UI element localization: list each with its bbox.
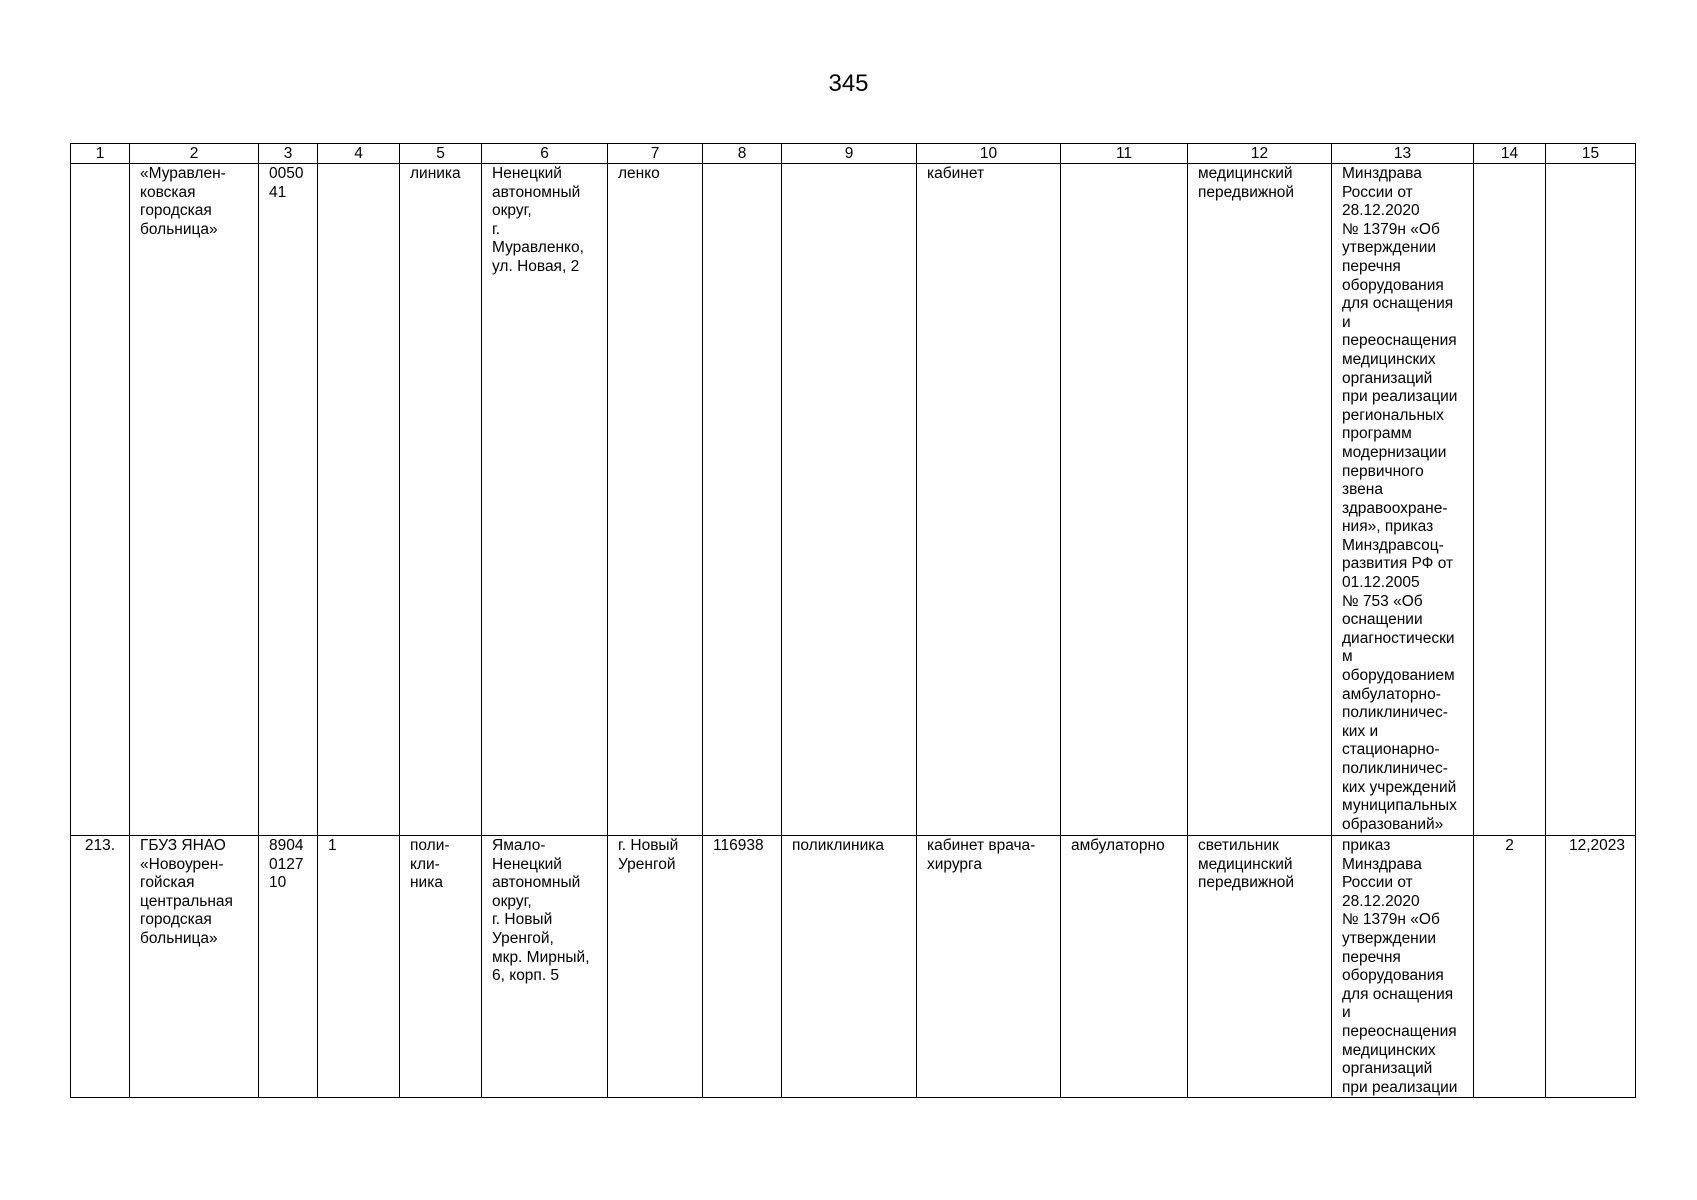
- cell-regulation: Минздрава России от 28.12.2020 № 1379н «Об утверждении перечня оборудования для оснащения и переоснащения медицинских организаций при реализации региональных программ модернизации первичного звена здравоохране- ния», приказ Минздравсоц- развития РФ от 01.12.2005 № 753 «Об оснащении диагностически м оборудованием амбулаторно- поликлиничес- ких и стационарно- поликлиничес- ких учреждений муниципальных образований»: [1332, 164, 1474, 836]
- cell-quantity: 2: [1474, 836, 1546, 1098]
- column-header-5: 5: [400, 144, 482, 164]
- column-header-2: 2: [130, 144, 259, 164]
- cell-city: ленко: [608, 164, 703, 836]
- column-header-10: 10: [917, 144, 1061, 164]
- column-header-4: 4: [318, 144, 400, 164]
- cell-date: [1546, 164, 1636, 836]
- cell-unit-type: поли- кли- ника: [400, 836, 482, 1098]
- cell-quantity: [1474, 164, 1546, 836]
- cell-col4: [318, 164, 400, 836]
- column-header-9: 9: [782, 144, 917, 164]
- cell-date: 12,2023: [1546, 836, 1636, 1098]
- cell-department: поликлиника: [782, 836, 917, 1098]
- column-header-3: 3: [259, 144, 318, 164]
- cell-col8: [703, 164, 782, 836]
- cell-code: 8904 0127 10: [259, 836, 318, 1098]
- cell-care-type: [1061, 164, 1188, 836]
- cell-room: кабинет: [917, 164, 1061, 836]
- column-header-1: 1: [71, 144, 130, 164]
- column-header-7: 7: [608, 144, 703, 164]
- cell-code: 0050 41: [259, 164, 318, 836]
- cell-organization: «Муравлен- ковская городская больница»: [130, 164, 259, 836]
- cell-organization: ГБУЗ ЯНАО «Новоурен- гойская центральная городская больница»: [130, 836, 259, 1098]
- column-header-14: 14: [1474, 144, 1546, 164]
- cell-care-type: амбулаторно: [1061, 836, 1188, 1098]
- column-header-11: 11: [1061, 144, 1188, 164]
- cell-col8: 116938: [703, 836, 782, 1098]
- column-header-8: 8: [703, 144, 782, 164]
- cell-col4: 1: [318, 836, 400, 1098]
- equipment-table: [70, 143, 1636, 1098]
- column-header-15: 15: [1546, 144, 1636, 164]
- cell-address: Ненецкий автономный округ, г. Муравленко, ул. Новая, 2: [482, 164, 608, 836]
- cell-room: кабинет врача- хирурга: [917, 836, 1061, 1098]
- cell-address: Ямало- Ненецкий автономный округ, г. Новый Уренгой, мкр. Мирный, 6, корп. 5: [482, 836, 608, 1098]
- page-number: 345: [828, 70, 869, 97]
- cell-equipment: светильник медицинский передвижной: [1188, 836, 1332, 1098]
- cell-department: [782, 164, 917, 836]
- table-row: [71, 164, 1636, 836]
- cell-equipment: медицинский передвижной: [1188, 164, 1332, 836]
- table-row: [71, 836, 1636, 1098]
- cell-city: г. Новый Уренгой: [608, 836, 703, 1098]
- cell-unit-type: линика: [400, 164, 482, 836]
- column-header-12: 12: [1188, 144, 1332, 164]
- cell-regulation: приказ Минздрава России от 28.12.2020 № 1379н «Об утверждении перечня оборудования для оснащения и переоснащения медицинских организаций при реализации: [1332, 836, 1474, 1098]
- column-header-6: 6: [482, 144, 608, 164]
- cell-number: 213.: [71, 836, 130, 1098]
- column-header-13: 13: [1332, 144, 1474, 164]
- header-row: [71, 144, 1636, 164]
- cell-number: [71, 164, 130, 836]
